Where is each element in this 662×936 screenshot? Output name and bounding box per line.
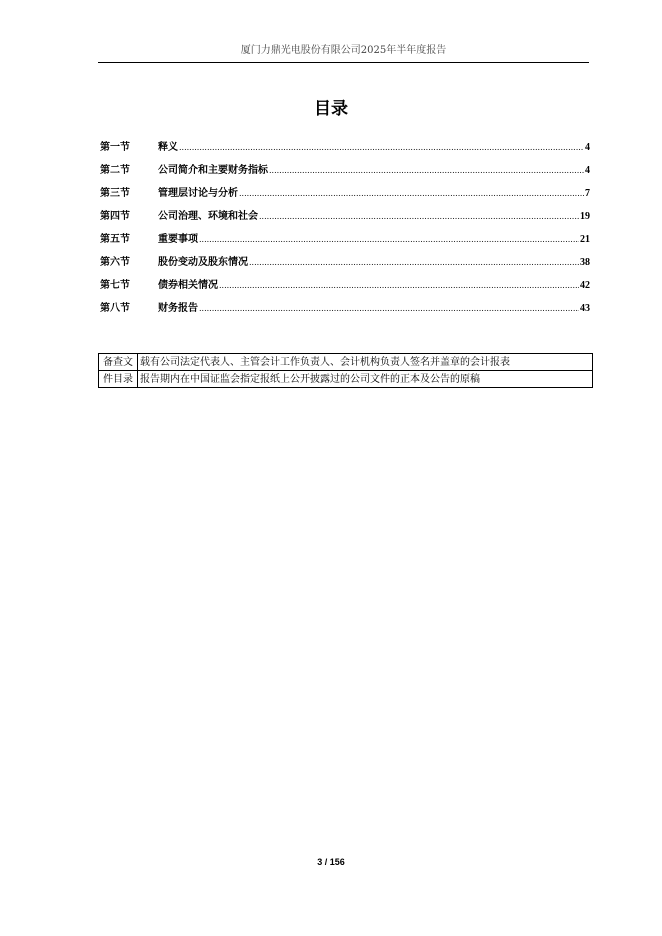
toc-entry[interactable] <box>100 177 590 200</box>
toc-page-number: 19 <box>580 211 590 222</box>
toc-section-name: 财务报告 <box>158 303 198 314</box>
toc-entry[interactable] <box>100 131 590 154</box>
toc-leader-dots <box>259 211 579 223</box>
toc-title: 目录 <box>314 99 348 119</box>
toc-section-number: 第四节 <box>100 211 130 222</box>
toc-section-number: 第七节 <box>100 280 130 291</box>
toc-entry[interactable] <box>100 292 590 315</box>
header-title: 厦门力鼎光电股份有限公司2025年半年度报告 <box>240 45 447 56</box>
toc-section-name: 债券相关情况 <box>158 280 218 291</box>
page-number: 3 / 156 <box>317 857 345 867</box>
table-row <box>99 371 593 388</box>
toc-leader-dots <box>269 165 584 177</box>
toc-page-number: 21 <box>580 234 590 245</box>
toc-section-name: 公司简介和主要财务指标 <box>158 165 268 176</box>
toc-section-name: 重要事项 <box>158 234 198 245</box>
toc-page-number: 4 <box>585 142 590 153</box>
toc-section-name: 释义 <box>158 142 178 153</box>
reference-docs-label-line1: 备查文 <box>99 354 138 371</box>
toc-leader-dots <box>219 280 579 292</box>
toc-page-number: 7 <box>585 188 590 199</box>
toc-leader-dots <box>249 257 579 269</box>
page-header <box>98 45 589 63</box>
toc-page-number: 38 <box>580 257 590 268</box>
toc-page-number: 4 <box>585 165 590 176</box>
toc-section-number: 第六节 <box>100 257 130 268</box>
table-of-contents <box>100 131 590 315</box>
toc-section-name: 股份变动及股东情况 <box>158 257 248 268</box>
toc-section-number: 第三节 <box>100 188 130 199</box>
toc-entry[interactable] <box>100 269 590 292</box>
toc-page-number: 43 <box>580 303 590 314</box>
toc-entry[interactable] <box>100 223 590 246</box>
toc-section-number: 第八节 <box>100 303 130 314</box>
toc-page-number: 42 <box>580 280 590 291</box>
reference-docs-label-line2: 件目录 <box>99 371 138 388</box>
toc-leader-dots <box>199 234 579 246</box>
toc-section-number: 第五节 <box>100 234 130 245</box>
toc-entry[interactable] <box>100 154 590 177</box>
toc-leader-dots <box>179 142 584 154</box>
toc-entry[interactable] <box>100 246 590 269</box>
toc-leader-dots <box>199 303 579 315</box>
toc-section-name: 管理层讨论与分析 <box>158 188 238 199</box>
reference-doc-item: 载有公司法定代表人、主管会计工作负责人、会计机构负责人签名并盖章的会计报表 <box>138 354 593 371</box>
toc-section-number: 第二节 <box>100 165 130 176</box>
reference-doc-item: 报告期内在中国证监会指定报纸上公开披露过的公司文件的正本及公告的原稿 <box>138 371 593 388</box>
toc-section-name: 公司治理、环境和社会 <box>158 211 258 222</box>
toc-section-number: 第一节 <box>100 142 130 153</box>
toc-leader-dots <box>239 188 584 200</box>
toc-entry[interactable] <box>100 200 590 223</box>
table-row <box>99 354 593 371</box>
reference-documents-table <box>98 353 593 388</box>
